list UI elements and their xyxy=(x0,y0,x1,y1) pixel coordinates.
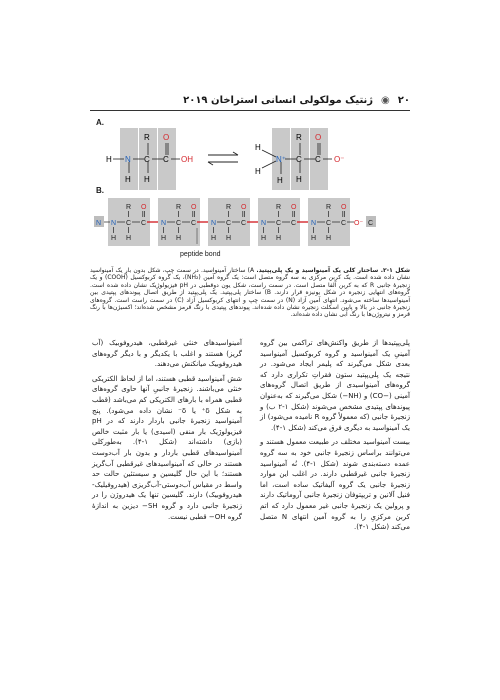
atom-h: H xyxy=(161,235,167,242)
atom-h: H xyxy=(255,167,261,176)
atom-n: N xyxy=(211,220,217,227)
atom-r: R xyxy=(126,204,132,211)
atom-h: H xyxy=(296,175,302,184)
atom-c-terminus: C xyxy=(368,220,374,227)
atom-h: H xyxy=(277,176,283,185)
atom-c-alpha: C xyxy=(276,220,282,227)
atom-h: H xyxy=(226,235,232,242)
atom-n-plus: N⁺ xyxy=(276,155,286,164)
atom-h: H xyxy=(211,235,217,242)
atom-h: H xyxy=(126,235,132,242)
atom-c-alpha: C xyxy=(126,220,132,227)
atom-r: R xyxy=(326,204,332,211)
atom-c-carbonyl: C xyxy=(291,220,297,227)
text-column-left xyxy=(92,338,242,526)
peptide-bond-label: peptide bond xyxy=(180,251,221,258)
atom-h: H xyxy=(326,235,332,242)
atom-c-alpha: C xyxy=(326,220,332,227)
atom-r: R xyxy=(276,204,282,211)
figure-panel-a xyxy=(100,128,400,190)
book-title: ژنتیک مولکولی انسانی استراخان ۲۰۱۹ xyxy=(183,94,374,106)
paragraph: بیست آمینواسید مختلف در طبیعت معمول هستند و می‌توانند براساس زنجیرهٔ جانبی خود به سه گروه عمده دسته‌بندی شوند (شکل ۱-۴). نُه آمینواسید زنجیرهٔ جانبی غیرقطبی دارند. در اغلب این موارد زنجیرهٔ جانبی یک گروه آلیفاتیک ساده است، اما فنیل آلانین و تریپتوفان زنجیرهٔ جانبی آروماتیک دارند و پرولین یک زنجیرهٔ جانبی غیر معمول دارد که اتم کربن مرکزیِ را به گروه آمین انتهای N متصل می‌کند (شکل ۱-۴). xyxy=(260,438,410,532)
atom-n-terminus: N xyxy=(96,220,102,227)
header-rule xyxy=(90,110,410,111)
atom-h: H xyxy=(125,175,131,184)
atom-n: N xyxy=(111,220,117,227)
polypeptide-diagram xyxy=(92,198,408,246)
atom-h: H xyxy=(255,143,261,152)
panel-a-label: A. xyxy=(96,118,104,127)
paragraph: پلی‌پپتیدها از طریق واکنش‌های تراکمی بین گروه آمینیِ یک آمینواسید و گروه کربوکسیل آمینواسید بعدی شکل می‌گیرند که پلیمر ایجاد می‌شود. در نتیجه یک پلی‌پپتید ستون فقراتِ تکراری دارد که گروه‌های آمینواسیدی از طریق اتصال گروه‌های آمینی (−CO) و (NH−) شکل می‌گیرند که به‌عنوان پیوندهای پپتیدی مشخص می‌شوند (شکل ۱-۲ ب) و زنجیرهٔ جانبی (که معمولاً گروه R نامیده می‌شود) از یک آمینواسید به دیگری فرق می‌کند (شکل ۱-۴). xyxy=(260,339,411,432)
atom-n: N xyxy=(161,220,167,227)
atom-o: O xyxy=(141,204,147,211)
atom-c: C xyxy=(163,155,169,164)
atom-h: H xyxy=(144,175,150,184)
atom-c: C xyxy=(296,155,302,164)
text-column-right xyxy=(260,338,410,537)
panel-b-label: B. xyxy=(96,186,104,195)
atom-c-alpha: C xyxy=(226,220,232,227)
paragraph: شش آمینواسید قطبی هستند، اما از لحاظ الکتریکی خنثی می‌باشند. زنجیرهٔ جانبیِ آنها حاوی گروه‌های قطبی همراه با بارهای الکتریکی کم می‌باشد (قطب به شکل δ⁺ یا δ⁻ نشان داده می‌شود). پنج آمینواسید زنجیرهٔ جانبی باردار دارند که در pH فیزیولوژیک بار منفی (اسیدی) یا بار مثبت خالص (بازی) داشته‌اند (شکل ۱-۴). به‌طورکلی آمینواسیدهای قطبی باردار و بدون بار آب‌دوست هستند در حالی که آمینواسیدهای غیرقطبی آب‌گریز هستند؛ با این حال گلیسین و سیستئین حالت حد واسط در مقیاس آب‌دوستی-آب‌گریزی (هیدروفیلیک-هیدروفوبیک) دارند. گلیسین تنها یک هیدروژن را در زنجیرهٔ جانبی دارد و گروه SH− دیزین به اندازهٔ گروه OH− قطبی نیست. xyxy=(92,374,243,521)
atom-c-carbonyl: C xyxy=(141,220,147,227)
page-number: ۲۰ xyxy=(397,94,410,106)
atom-n: N xyxy=(311,220,317,227)
figure-panel-b xyxy=(92,198,408,246)
figure-caption xyxy=(90,267,410,319)
atom-o-minus: O⁻ xyxy=(334,155,345,164)
atom-r: R xyxy=(176,204,182,211)
atom-c-alpha: C xyxy=(176,220,182,227)
atom-n: N xyxy=(261,220,267,227)
atom-r: R xyxy=(296,133,302,142)
atom-o: O xyxy=(315,133,322,142)
header-page-group xyxy=(183,95,410,106)
atom-c-carbonyl: C xyxy=(341,220,347,227)
atom-r: R xyxy=(144,133,150,142)
atom-o: O xyxy=(241,204,247,211)
atom-h: H xyxy=(106,155,112,164)
atom-c-carbonyl: C xyxy=(241,220,247,227)
atom-o-minus: O⁻ xyxy=(354,220,364,227)
atom-h: H xyxy=(111,235,117,242)
caption-head: شکل ۱-۲. ساختار کلی یک آمینواسید و یک پلی‌پپتید. xyxy=(256,267,410,274)
atom-o: O xyxy=(191,204,197,211)
atom-oh: OH xyxy=(181,155,193,164)
atom-c: C xyxy=(144,155,150,164)
paragraph: آمینواسیدهای خنثی غیرقطبی، هیدروفوبیک (آب گریز) هستند و اغلب با یکدیگر و با دیگر گروه‌های هیدروفوبیک میانکنش می‌دهند. xyxy=(92,339,242,369)
atom-o: O xyxy=(163,133,170,142)
atom-c-carbonyl: C xyxy=(191,220,197,227)
atom-o: O xyxy=(341,204,347,211)
atom-r: R xyxy=(226,204,232,211)
bullet-icon: ◉ xyxy=(381,94,390,106)
running-header xyxy=(90,92,410,108)
atom-o: O xyxy=(291,204,297,211)
atom-n: N xyxy=(125,155,131,164)
caption-body: A) ساختار آمینواسید. در سمت چپ، شکل بدون بارِ یک آمینواسید نشان داده شده است. یک کربن مرکزی به سه گروه متصل است: یک گروه آمین (NH₂)، یک گروه کربوکسیل (COOH) و یک زنجیرهٔ جانبی R که به کربن آلفا متصل است. در سمت راست، شکل یون دوقطبی در pH فیزیولوژیک نشان داده شده است. گروه‌های انتهایی زنجیره در شکل یونیزه قرار دارند. B) ساختار پلی‌پپتید. یک پلی‌پپتید از طریق اتصال پیوندهای پپتیدی بین آمینواسیدها ساخته می‌شود. انتهای آمین آزاد (N) در سمت چپ و انتهای کربوکسیل آزاد (C) در سمت راست است. گروه‌های زنجیرهٔ جانبی در بالا و پایین اسکلت زنجیره نشان داده شده‌اند. پیوندهای پپتیدی با رنگ قرمز مشخص شده‌اند؛ اکسیژن‌ها با رنگ قرمز و نیتروژن‌ها با رنگ آبی نشان داده شده‌اند. xyxy=(90,267,411,319)
atom-c: C xyxy=(315,155,321,164)
atom-h: H xyxy=(311,235,317,242)
atom-h: H xyxy=(176,235,182,242)
atom-h: H xyxy=(261,235,267,242)
amino-acid-diagram xyxy=(100,128,400,190)
atom-h: H xyxy=(276,235,282,242)
